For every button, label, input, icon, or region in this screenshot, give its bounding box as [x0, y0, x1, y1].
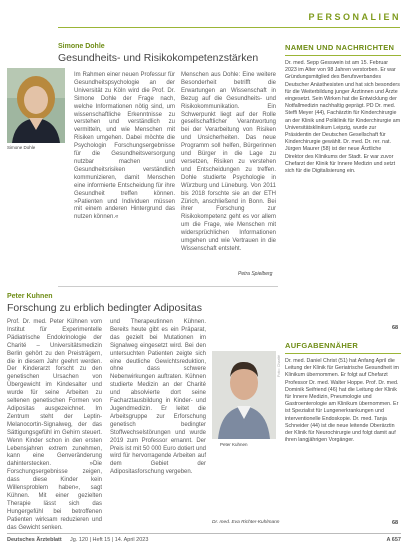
- sidebar-rule: [285, 55, 401, 56]
- article1-headline: Gesundheits- und Risikokompetenzstärken: [58, 52, 259, 64]
- section-rubric: PERSONALIEN: [308, 12, 401, 22]
- article2-portrait-photo: [212, 351, 276, 439]
- article2-headline: Forschung zu erblich bedingter Adipositas: [7, 302, 202, 314]
- footer-issue: Jg. 120 | Heft 15 | 14. April 2023: [70, 537, 149, 543]
- sidebar-section1-number: 68: [392, 325, 399, 331]
- sidebar-section2-text: Dr. med. Daniel Christ (51) hat Anfang April die Leitung der Klinik für Geriatrische Gesundheit im Klinikum übernommen. Er folgt auf Chefarzt Professor Dr. med. Walter Hoppe. Prof. Dr. med. Dominik Seifriend (46) hat die Leitung der Klinik für Innere Medizin, Pneumologie und Gastroenterologie am Klinikum übernommen. Er ist Spezialist für Lungenerkrankungen und interventionelle Endoskopie. Dr. med. Tanja Schneider (44) ist die neue leitende Oberärztin der Klinik für Neurochirurgie und folgt damit auf ihren langjährigen Vorgänger.: [285, 358, 399, 444]
- sidebar-rule-2: [285, 353, 401, 354]
- article-divider: [58, 286, 278, 287]
- article1-person-name: Simone Dohle: [58, 43, 105, 50]
- sidebar-section2-title: AUFGABENNÄHER: [285, 341, 359, 350]
- article2-person-name: Peter Kuhnen: [7, 293, 53, 300]
- footer-journal: Deutsches Ärzteblatt: [7, 537, 62, 543]
- footer-rule: [7, 533, 401, 534]
- article2-signature: Dr. med. Eva Richter-Kuhlmann: [212, 520, 280, 525]
- article1-photo-caption: Simone Dohle: [7, 145, 36, 150]
- article2-column-1: Prof. Dr. med. Peter Kühnen vom Institut für Experimentelle Pädiatrische Endokrinologie der Charité – Universitätsmedizin Berlin gehört zu den Preisträgern, die in diesem Jahr geehrt werden. Der Kinderarzt forscht zu den genetischen Ursachen von Übergewicht im Kindesalter und wurde für seine Arbeiten zu seltenen genetischen Formen von Adipositas ausgezeichnet. Im Zentrum steht der Leptin-Melanocortin-Signalweg, der das Sättigungsgefühl im Gehirn steuert. Wenn Kinder schon in den ersten Lebensjahren extrem zunehmen, kann eine Genveränderung dahinterstecken. »Die Forschungsergebnisse zeigen, dass diese Kinder kein Willensproblem haben«, sagt Kühnen. Mit einer gezielten Therapie lässt sich das Hungergefühl bei betroffenen Patienten wirksam reduzieren und das Gewicht senken.: [7, 319, 102, 531]
- article1-column-1: Im Rahmen einer neuen Professur für Gesundheitspsychologie an der Universität zu Köln wird die Prof. Dr. Simone Dohle der Frage nach, welche Informationen nötig sind, um wissenschaftliche Erkenntnisse zu verstehen und verständlich zu vermitteln, und wie Menschen mit Risiken umgehen. Dabei möchte die Psychologin Forschungsergebnisse für die Gesundheitsversorgung nutzbar machen und Gesundheitsrisiken verständlich kommunizieren, damit Menschen eine informierte Entscheidung für ihre Gesundheit treffen können. »Patienten und Individuen müssen mit einem anderen Hintergrund das nutzen können.«: [74, 72, 175, 221]
- article2-photo-caption: Peter Kuhnen: [220, 442, 248, 447]
- sidebar-section2-number: 68: [392, 520, 399, 526]
- article1-signature: Petra Spielberg: [238, 271, 273, 277]
- header-rule: [58, 27, 400, 28]
- article1-column-2: Menschen aus Dohle: Eine weitere Besonderheit betrifft die Erwartungen an Wissenschaft in Bezug auf die Gesundheits- und Risikokommunikation. Ein Schwerpunkt liegt auf der Rolle gesellschaftlicher Verantwortung bei der Verarbeitung von Risiken und Unsicherheiten. Das neue Programm soll helfen, Bürgerinnen und Bürger in die Lage zu versetzen, Risiken zu verstehen und Entscheidungen zu treffen. Dohle studierte Psychologie in Würzburg und Lüneburg. Von 2011 bis 2018 forschte sie an der ETH Zürich, anschließend in Bonn. Bei ihrer Forschung zur Risikokompetenz geht es vor allem um die Frage, wie Menschen mit widersprüchlichen Informationen umgehen und wie Vertrauen in die Wissenschaft entsteht.: [181, 72, 276, 252]
- article1-portrait-photo: [7, 68, 65, 143]
- sidebar-section1-text: Dr. med. Sepp Gesswein ist am 15. Februar 2023 im Alter von 98 Jahren verstorben. Er war Gründungsmitglied des Berufsverbandes Deutscher Anästhesisten und hat sich besonders für die Weiterbildung junger Ärztinnen und Ärzte eingesetzt. Sein Wirken hat die Entwicklung der Notfallmedizin nachhaltig geprägt. PD Dr. med. Steffi Meyer (44), Fachärztin für Kinderchirurgie an der Klinik und Poliklinik für Kinderchirurgie am Universitätsklinikum Leipzig, wurde zur Präsidentin der Deutschen Gesellschaft für Kinderchirurgie gewählt. Dr. med. Dr. rer. nat. Jürgen Maurer (58) ist der neue Ärztliche Direktor des Klinikums der Stadt. Er war zuvor Chefarzt der Klinik für Innere Medizin und setzt sich für die Digitalisierung ein.: [285, 60, 401, 175]
- sidebar-section-title: NAMEN UND NACHRICHTEN: [285, 43, 395, 52]
- article2-column-2: und Therapeutinnen Kühnen. Bereits heute gibt es ein Präparat, das gezielt bei Mutationen im Signalweg eingesetzt wird. Bei den untersuchten Patienten zeigte sich eine deutliche Gewichtsreduktion, ohne dass schwere Nebenwirkungen auftraten. Kühnen studierte Medizin an der Charité und absolvierte dort seine Facharztausbildung in Kinder- und Jugendmedizin. Er leitet die Arbeitsgruppe zur Erforschung genetisch bedingter Stoffwechselstörungen und wurde 2019 zum Professor ernannt. Der Preis ist mit 50 000 Euro dotiert und wird für hervorragende Arbeiten auf dem Gebiet der Adipositasforschung vergeben.: [110, 319, 206, 476]
- article2-photo-credit: Foto: Charité: [277, 355, 281, 377]
- footer-page-number: A 657: [386, 537, 401, 543]
